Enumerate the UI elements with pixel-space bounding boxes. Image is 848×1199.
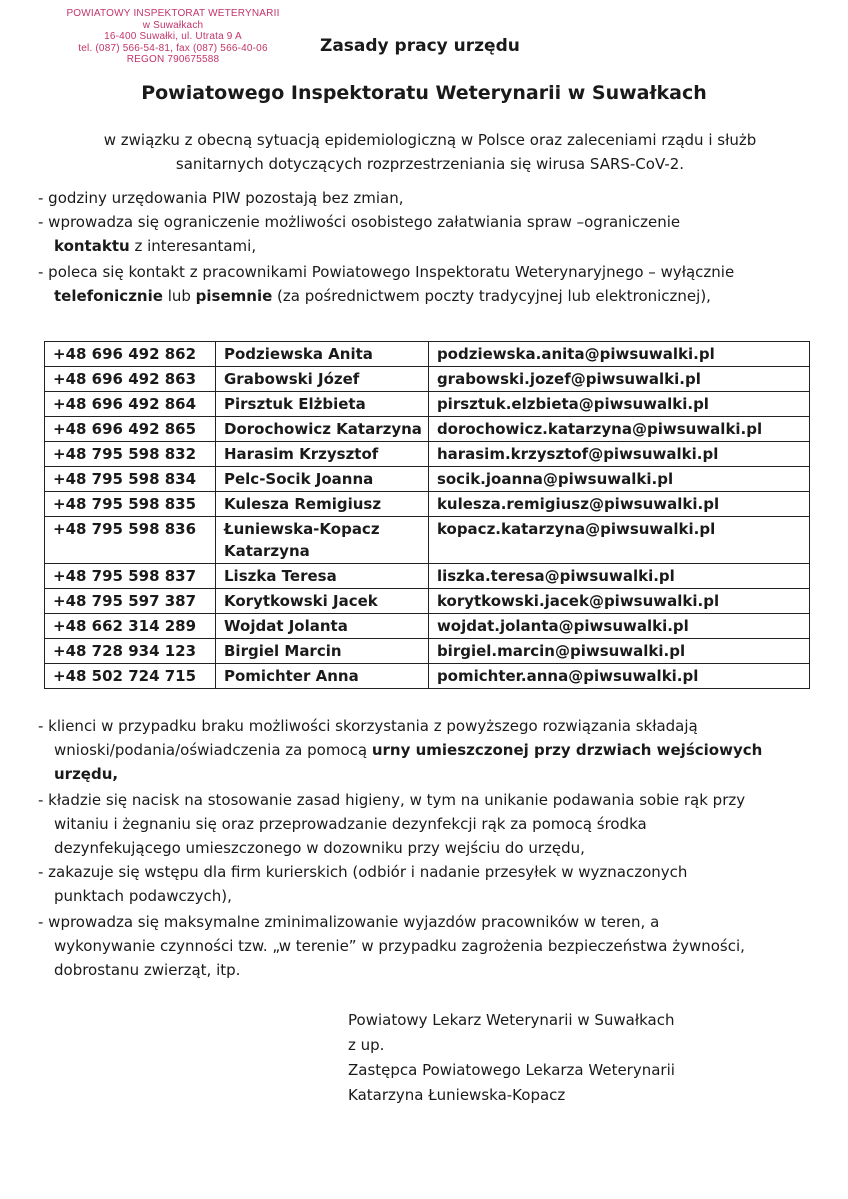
- email-cell: korytkowski.jacek@piwsuwalki.pl: [428, 589, 809, 614]
- name-cell: [216, 564, 429, 589]
- phone-cell: +48 502 724 715: [45, 664, 216, 689]
- rule-hygiene-cont: witaniu i żegnaniu się oraz przeprowadzanie dezynfekcji rąk za pomocą środka: [54, 815, 647, 833]
- intro-line: w związku z obecną sytuacją epidemiologiczną w Polsce oraz zaleceniami rządu i służb: [103, 131, 757, 149]
- rule-field-trips-cont: wykonywanie czynności tzw. „w terenie” w przypadku zagrożenia bezpieczeństwa żywności,: [54, 937, 745, 955]
- rule-office-hours: - godziny urzędowania PIW pozostają bez zmian,: [38, 189, 404, 207]
- rule-couriers-cont: punktach podawczych),: [54, 887, 232, 905]
- email-cell: wojdat.jolanta@piwsuwalki.pl: [428, 614, 809, 639]
- table-row: [45, 614, 810, 639]
- email-cell: birgiel.marcin@piwsuwalki.pl: [428, 639, 809, 664]
- name-text: Pirsztuk Elżbieta: [224, 395, 366, 413]
- bold-text: telefonicznie: [54, 287, 163, 305]
- bold-text: urzędu,: [54, 765, 119, 783]
- rule-hygiene-cont: dezynfekującego umieszczonego w dozowniku przy wejściu do urzędu,: [54, 839, 585, 857]
- name-cell: [216, 342, 429, 367]
- intro-paragraph: [60, 128, 800, 176]
- table-row: [45, 664, 810, 689]
- rules-top: [38, 186, 828, 308]
- phone-cell: +48 795 598 837: [45, 564, 216, 589]
- name-cell: [216, 614, 429, 639]
- rules-bottom: [38, 714, 828, 982]
- name-cell: [216, 467, 429, 492]
- rule-hygiene: - kładzie się nacisk na stosowanie zasad higieny, w tym na unikanie podawania sobie rąk przy: [38, 791, 746, 809]
- stamp-line: REGON 790675588: [126, 54, 220, 65]
- table-row: [45, 492, 810, 517]
- name-text: Katarzyna: [224, 542, 310, 560]
- stamp-line: 16-400 Suwałki, ul. Utrata 9 A: [104, 31, 242, 42]
- phone-cell: +48 795 598 835: [45, 492, 216, 517]
- email-cell: socik.joanna@piwsuwalki.pl: [428, 467, 809, 492]
- name-cell: [216, 664, 429, 689]
- rule-limited-contact-cont: [38, 234, 828, 258]
- phone-cell: +48 696 492 865: [45, 417, 216, 442]
- phone-cell: +48 728 934 123: [45, 639, 216, 664]
- email-cell: harasim.krzysztof@piwsuwalki.pl: [428, 442, 809, 467]
- rule-limited-contact: - wprowadza się ograniczenie możliwości osobistego załatwiania spraw –ograniczenie: [38, 213, 681, 231]
- email-cell: liszka.teresa@piwsuwalki.pl: [428, 564, 809, 589]
- rule-couriers: - zakazuje się wstępu dla firm kurierskich (odbiór i nadanie przesyłek w wyznaczonych: [38, 863, 688, 881]
- name-cell: [216, 639, 429, 664]
- name-text: Grabowski Józef: [224, 370, 360, 388]
- table-row: [45, 342, 810, 367]
- table-row: [45, 392, 810, 417]
- phone-cell: +48 662 314 289: [45, 614, 216, 639]
- rule-phone-contact-cont: [38, 284, 828, 308]
- name-cell: [216, 392, 429, 417]
- rule-urn: - klienci w przypadku braku możliwości skorzystania z powyższego rozwiązania składają: [38, 717, 698, 735]
- email-cell: grabowski.jozef@piwsuwalki.pl: [428, 367, 809, 392]
- phone-cell: +48 795 598 834: [45, 467, 216, 492]
- name-cell: [216, 442, 429, 467]
- table-row: [45, 367, 810, 392]
- table-row: [45, 639, 810, 664]
- contacts-table-body: [45, 342, 810, 689]
- name-cell: [216, 417, 429, 442]
- email-cell: podziewska.anita@piwsuwalki.pl: [428, 342, 809, 367]
- bold-text: pisemnie: [195, 287, 273, 305]
- table-row: [45, 417, 810, 442]
- rule-urn-cont: [38, 762, 828, 786]
- phone-cell: +48 696 492 864: [45, 392, 216, 417]
- intro-line: sanitarnych dotyczących rozprzestrzeniania się wirusa SARS-CoV-2.: [175, 155, 685, 173]
- name-text: Dorochowicz Katarzyna: [224, 420, 422, 438]
- name-cell: [216, 492, 429, 517]
- name-text: Harasim Krzysztof: [224, 445, 379, 463]
- name-text: Pelc-Socik Joanna: [224, 470, 374, 488]
- signature-line: Katarzyna Łuniewska-Kopacz: [348, 1086, 566, 1104]
- table-row: [45, 442, 810, 467]
- stamp-line: tel. (087) 566-54-81, fax (087) 566-40-06: [78, 42, 268, 54]
- name-cell: [216, 517, 429, 564]
- email-cell: kulesza.remigiusz@piwsuwalki.pl: [428, 492, 809, 517]
- table-row: [45, 517, 810, 564]
- name-text: Birgiel Marcin: [224, 642, 342, 660]
- bold-text: urny umieszczonej przy drzwiach wejściowych: [371, 741, 763, 759]
- name-text: Liszka Teresa: [224, 567, 337, 585]
- name-text: Podziewska Anita: [224, 345, 373, 363]
- text: wnioski/podania/oświadczenia za pomocą: [54, 741, 372, 759]
- bold-text: kontaktu: [54, 237, 130, 255]
- name-text: Wojdat Jolanta: [224, 617, 348, 635]
- signature-line: Zastępca Powiatowego Lekarza Weterynarii: [348, 1061, 675, 1079]
- email-cell: dorochowicz.katarzyna@piwsuwalki.pl: [428, 417, 809, 442]
- phone-cell: +48 795 598 832: [45, 442, 216, 467]
- email-cell: pomichter.anna@piwsuwalki.pl: [428, 664, 809, 689]
- office-stamp: [56, 8, 290, 66]
- document-title: Zasady pracy urzędu: [320, 36, 520, 56]
- table-row: [45, 564, 810, 589]
- contacts-table: [44, 341, 810, 689]
- text: (za pośrednictwem poczty tradycyjnej lub elektronicznej),: [272, 287, 711, 305]
- rule-field-trips: - wprowadza się maksymalne zminimalizowanie wyjazdów pracowników w teren, a: [38, 913, 660, 931]
- phone-cell: +48 696 492 862: [45, 342, 216, 367]
- name-cell: [216, 367, 429, 392]
- name-text: Kulesza Remigiusz: [224, 495, 382, 513]
- phone-cell: +48 696 492 863: [45, 367, 216, 392]
- rule-field-trips-cont: dobrostanu zwierząt, itp.: [54, 961, 241, 979]
- document-subtitle: Powiatowego Inspektoratu Weterynarii w Suwałkach: [141, 82, 707, 104]
- phone-cell: +48 795 598 836: [45, 517, 216, 564]
- signature-line: z up.: [348, 1036, 385, 1054]
- rule-urn-cont: [38, 738, 828, 762]
- phone-cell: +48 795 597 387: [45, 589, 216, 614]
- email-cell: pirsztuk.elzbieta@piwsuwalki.pl: [428, 392, 809, 417]
- name-cell: [216, 589, 429, 614]
- stamp-line: w Suwałkach: [142, 19, 204, 31]
- text: lub: [162, 287, 196, 305]
- stamp-line: POWIATOWY INSPEKTORAT WETERYNARII: [66, 8, 280, 19]
- table-row: [45, 467, 810, 492]
- table-row: [45, 589, 810, 614]
- signature-line: Powiatowy Lekarz Weterynarii w Suwałkach: [348, 1011, 675, 1029]
- signature-block: [348, 1008, 675, 1108]
- text: z interesantami,: [129, 237, 257, 255]
- name-text: Łuniewska-Kopacz: [224, 520, 380, 538]
- name-text: Korytkowski Jacek: [224, 592, 378, 610]
- name-text: Pomichter Anna: [224, 667, 359, 685]
- rule-phone-contact: - poleca się kontakt z pracownikami Powiatowego Inspektoratu Weterynaryjnego – wyłącznie: [38, 263, 735, 281]
- email-cell: kopacz.katarzyna@piwsuwalki.pl: [428, 517, 809, 564]
